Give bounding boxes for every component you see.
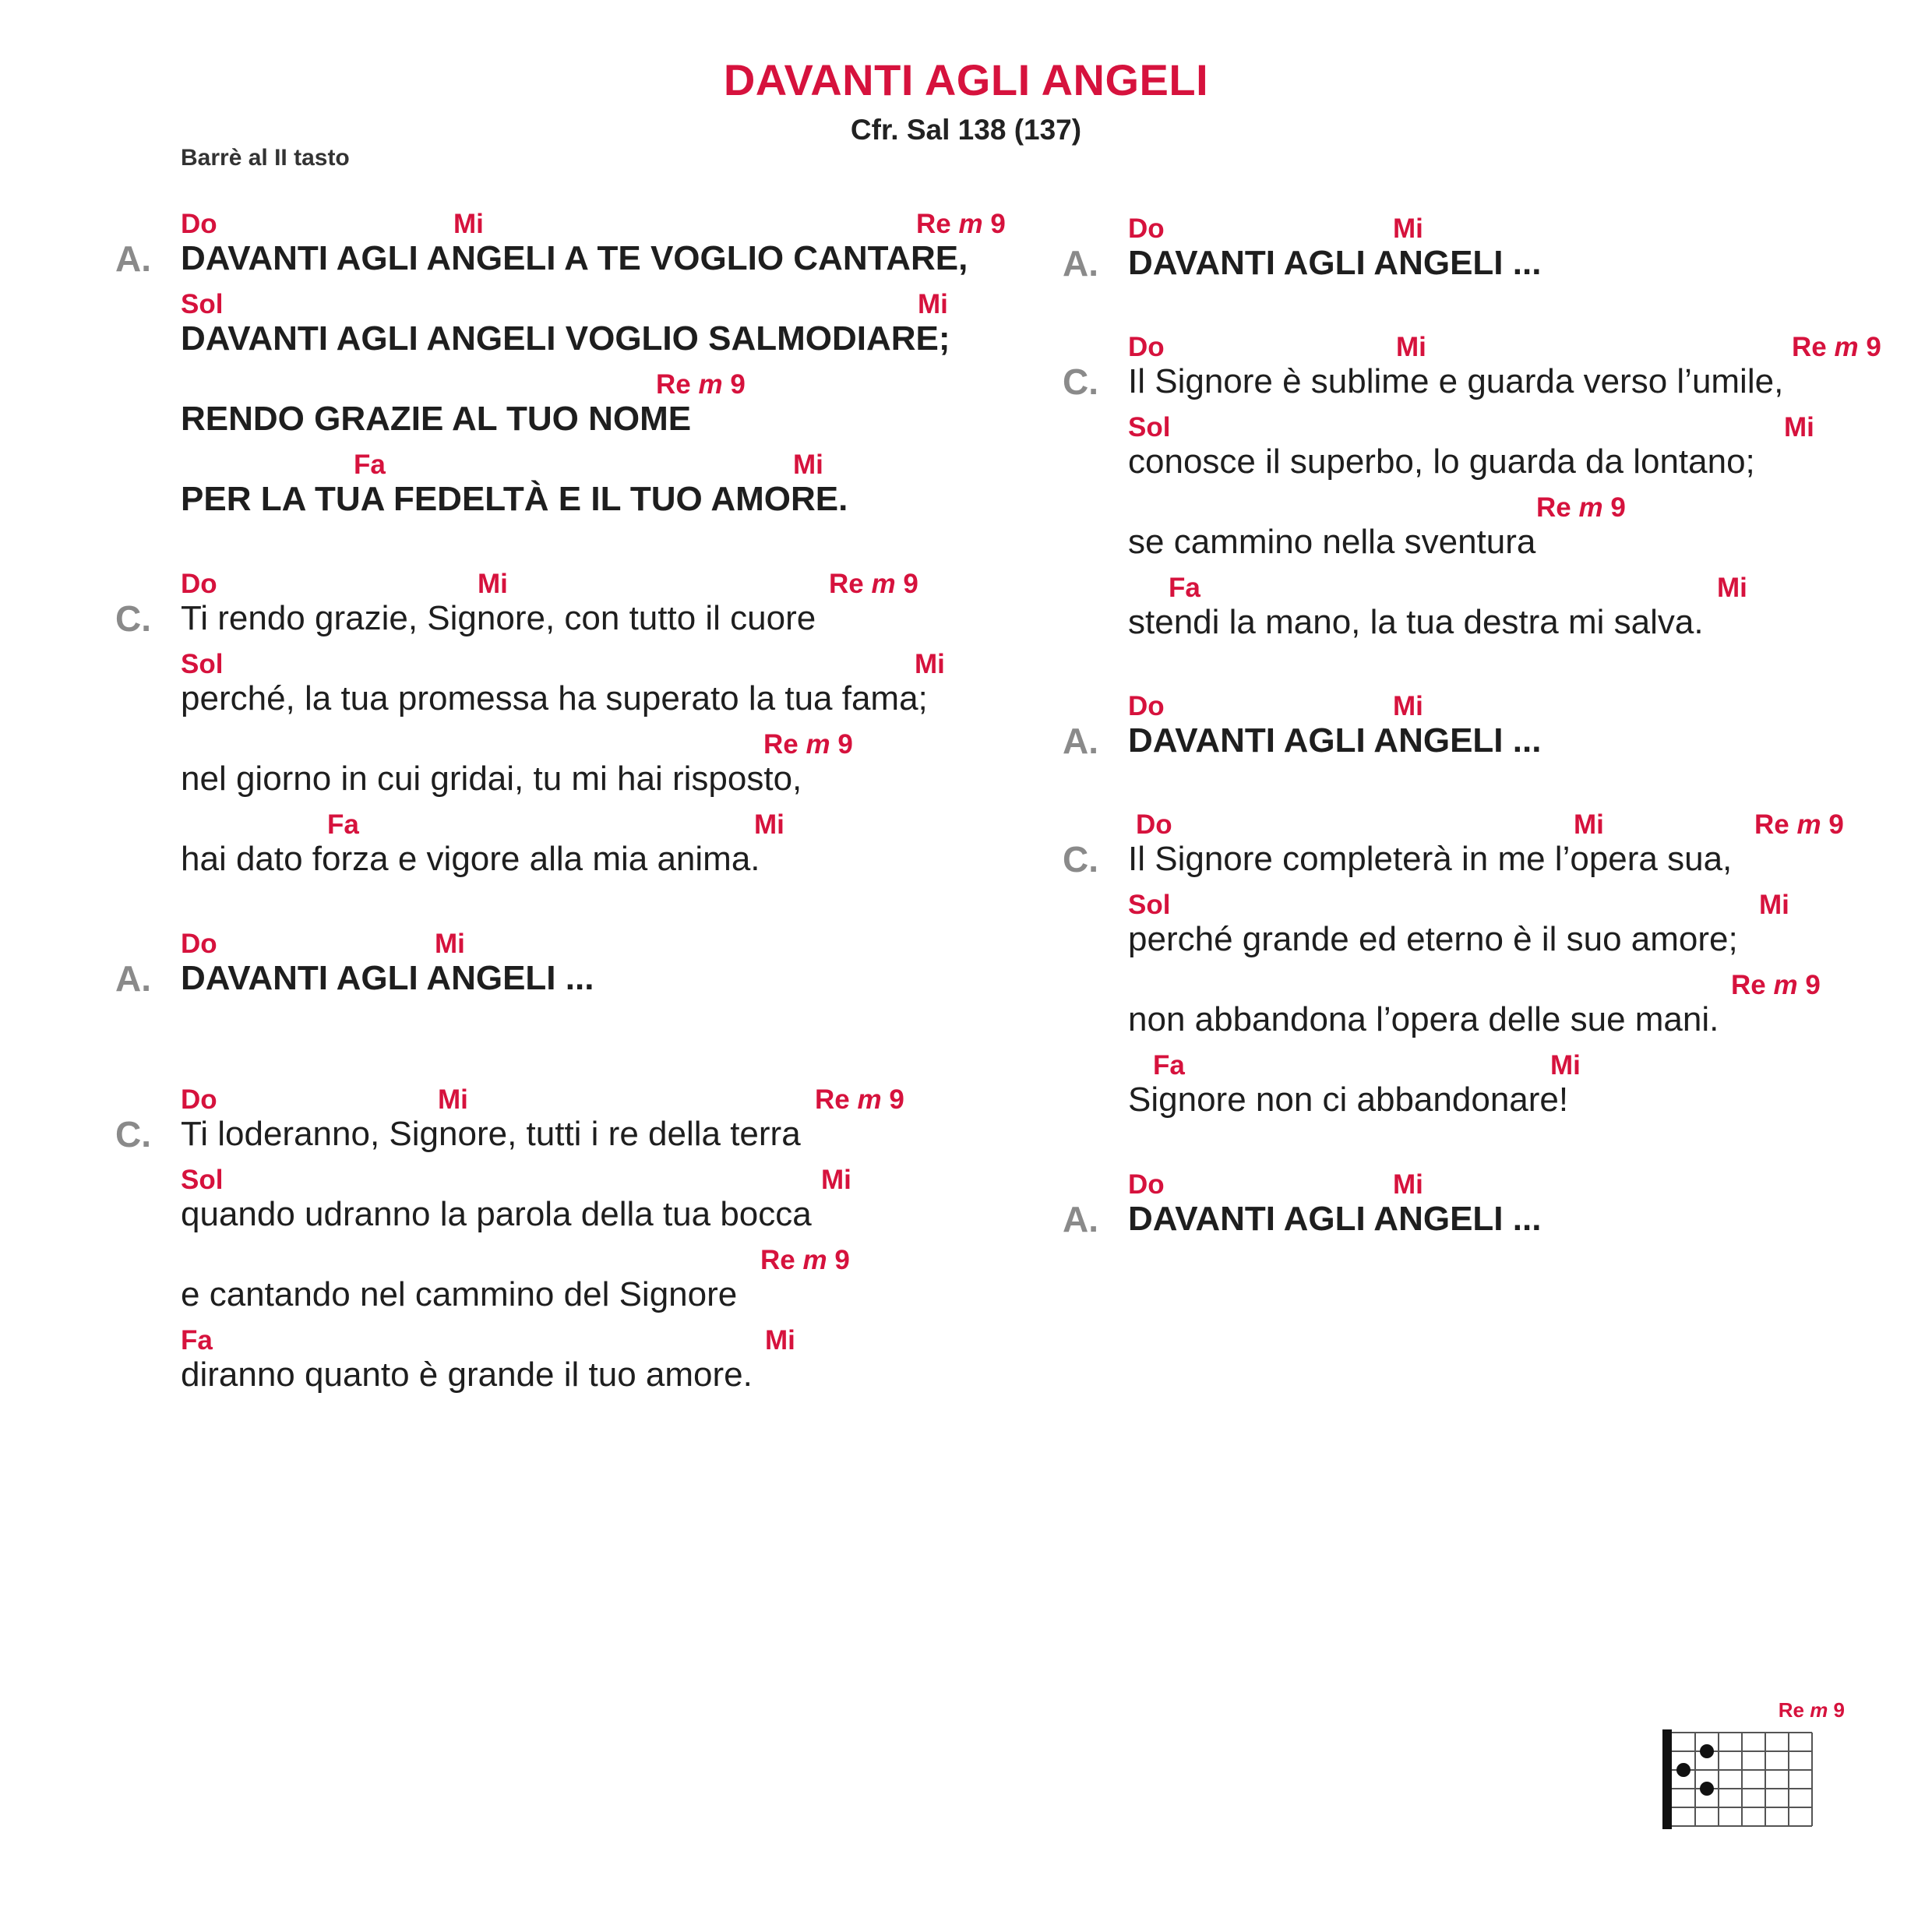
- chord-diagram: [1658, 1698, 1845, 1839]
- lyric-text: Signore non ci abbandonare!: [1128, 1081, 1569, 1119]
- lyric-text: Il Signore completerà in me l’opera sua,: [1128, 840, 1733, 878]
- lyric-text: DAVANTI AGLI ANGELI ...: [1128, 244, 1542, 282]
- chord-root: Fa: [181, 1325, 213, 1356]
- stanza-marker: C.: [1063, 361, 1098, 402]
- chord-root: Mi: [765, 1325, 795, 1356]
- chord-symbol: [916, 209, 1006, 240]
- lyric-text: perché grande ed eterno è il suo amore;: [1128, 920, 1738, 958]
- chord-root: Mi: [1393, 1169, 1423, 1200]
- chord-diagram-root: Re: [1778, 1698, 1804, 1722]
- chord-symbol: [1784, 412, 1814, 443]
- stanza-marker: A.: [115, 958, 151, 999]
- chord-symbol: [1128, 1169, 1165, 1200]
- chord-symbol: [181, 649, 223, 680]
- chord-root: Fa: [327, 809, 359, 840]
- chord-symbol: [815, 1084, 904, 1116]
- fretboard-grid: [1658, 1726, 1845, 1835]
- chord-root: Sol: [1128, 412, 1171, 442]
- chord-root: Mi: [918, 289, 948, 319]
- chord-root: Do: [181, 929, 217, 959]
- chord-root: Mi: [1396, 332, 1426, 362]
- chord-quality: m: [871, 569, 896, 599]
- stanza-marker: A.: [1063, 721, 1098, 761]
- chord-symbol: [453, 209, 484, 240]
- chord-root: Re: [760, 1245, 795, 1275]
- chord-root: Mi: [438, 1084, 468, 1115]
- lyric-text: Ti loderanno, Signore, tutti i re della terra: [181, 1115, 801, 1153]
- chord-root: Re: [1792, 332, 1827, 362]
- chord-root: Mi: [1759, 890, 1789, 920]
- lyric-text: Ti rendo grazie, Signore, con tutto il cuore: [181, 599, 816, 637]
- chord-symbol: [435, 929, 465, 960]
- stanza-marker: A.: [115, 238, 151, 279]
- chord-symbol: [1393, 691, 1423, 722]
- chord-root: Re: [916, 209, 951, 239]
- chord-symbol: [760, 1245, 850, 1276]
- lyric-text: PER LA TUA FEDELTÀ E IL TUO AMORE.: [181, 480, 848, 518]
- chord-root: Do: [1128, 691, 1165, 721]
- chord-root: Mi: [1393, 213, 1423, 244]
- chord-symbol: [181, 1084, 217, 1116]
- chord-symbol: [327, 809, 359, 841]
- chord-quality: m: [802, 1245, 827, 1275]
- finger-dot: [1700, 1782, 1714, 1796]
- chord-root: Mi: [435, 929, 465, 959]
- chord-root: Sol: [181, 289, 224, 319]
- chord-symbol: [1754, 809, 1844, 841]
- lyric-text: se cammino nella sventura: [1128, 523, 1536, 561]
- chord-symbol: [181, 569, 217, 600]
- chord-extension: 9: [881, 1084, 904, 1115]
- chord-root: Mi: [1784, 412, 1814, 442]
- song-subtitle: Cfr. Sal 138 (137): [850, 114, 1082, 146]
- song-title: DAVANTI AGLI ANGELI: [723, 55, 1209, 104]
- lyric-text: RENDO GRAZIE AL TUO NOME: [181, 400, 692, 438]
- chord-extension: 9: [827, 1245, 850, 1275]
- chord-root: Do: [1128, 332, 1165, 362]
- capo-note: Barrè al II tasto: [181, 145, 350, 171]
- stanza-marker: C.: [115, 1114, 151, 1155]
- chord-symbol: [1731, 970, 1821, 1001]
- chord-symbol: [829, 569, 918, 600]
- lyric-text: DAVANTI AGLI ANGELI ...: [181, 959, 594, 997]
- chord-extension: 9: [722, 369, 746, 400]
- chord-root: Do: [181, 1084, 217, 1115]
- chord-root: Do: [181, 569, 217, 599]
- lyric-text: quando udranno la parola della tua bocca: [181, 1195, 812, 1233]
- chord-root: Mi: [478, 569, 508, 599]
- chord-quality: m: [1578, 492, 1603, 523]
- finger-dot: [1676, 1763, 1690, 1777]
- chord-symbol: [1536, 492, 1626, 524]
- lyric-text: nel giorno in cui gridai, tu mi hai risposto,: [181, 760, 802, 798]
- chord-symbol: [1128, 213, 1165, 245]
- chord-symbol: [1128, 691, 1165, 722]
- chord-symbol: [1574, 809, 1604, 841]
- chord-root: Re: [815, 1084, 850, 1115]
- chord-root: Fa: [1169, 573, 1200, 603]
- chord-symbol: [754, 809, 784, 841]
- chord-quality: m: [958, 209, 983, 239]
- chord-symbol: [1717, 573, 1747, 604]
- lyric-text: diranno quanto è grande il tuo amore.: [181, 1356, 753, 1394]
- stanza-marker: C.: [115, 598, 151, 639]
- chord-symbol: [1128, 332, 1165, 363]
- chord-symbol: [354, 450, 386, 481]
- chord-symbol: [1393, 213, 1423, 245]
- chord-root: Mi: [793, 450, 823, 480]
- lyric-text: perché, la tua promessa ha superato la tua fama;: [181, 679, 928, 717]
- chord-symbol: [1153, 1050, 1185, 1081]
- chord-quality: m: [1773, 970, 1798, 1000]
- chord-extension: 9: [982, 209, 1006, 239]
- chord-root: Re: [763, 729, 799, 760]
- chord-root: Mi: [915, 649, 945, 679]
- chord-root: Re: [1731, 970, 1766, 1000]
- chord-symbol: [1792, 332, 1881, 363]
- lyric-text: stendi la mano, la tua destra mi salva.: [1128, 603, 1704, 641]
- lyric-text: conosce il superbo, lo guarda da lontano;: [1128, 442, 1755, 481]
- lyric-text: DAVANTI AGLI ANGELI ...: [1128, 721, 1542, 760]
- chord-root: Sol: [1128, 890, 1171, 920]
- lyric-text: DAVANTI AGLI ANGELI VOGLIO SALMODIARE;: [181, 319, 950, 358]
- lyric-text: e cantando nel cammino del Signore: [181, 1275, 738, 1313]
- chord-symbol: [1136, 809, 1172, 841]
- chord-symbol: [181, 1325, 213, 1356]
- chord-root: Sol: [181, 649, 224, 679]
- lyric-text: hai dato forza e vigore alla mia anima.: [181, 840, 760, 878]
- stanza-marker: A.: [1063, 1199, 1098, 1239]
- chord-root: Re: [829, 569, 864, 599]
- chord-root: Mi: [1550, 1050, 1581, 1081]
- chord-root: Do: [1128, 1169, 1165, 1200]
- chord-root: Fa: [354, 450, 386, 480]
- chord-extension: 9: [1602, 492, 1626, 523]
- chord-root: Do: [1128, 213, 1165, 244]
- chord-root: Mi: [453, 209, 484, 239]
- chord-symbol: [1128, 890, 1170, 921]
- chord-symbol: [763, 729, 853, 760]
- chord-root: Do: [181, 209, 217, 239]
- chord-symbol: [1759, 890, 1789, 921]
- chord-symbol: [181, 209, 217, 240]
- chord-symbol: [821, 1165, 851, 1196]
- chord-symbol: [918, 289, 948, 320]
- chord-root: Mi: [1717, 573, 1747, 603]
- chord-quality: m: [806, 729, 830, 760]
- chord-symbol: [1393, 1169, 1423, 1200]
- chord-symbol: [765, 1325, 795, 1356]
- chord-diagram-quality: m: [1810, 1698, 1828, 1722]
- chord-root: Do: [1136, 809, 1172, 840]
- chord-extension: 9: [1858, 332, 1881, 362]
- chord-symbol: [656, 369, 746, 400]
- chord-extension: 9: [1821, 809, 1844, 840]
- chord-quality: m: [857, 1084, 882, 1115]
- chord-quality: m: [1796, 809, 1821, 840]
- chord-extension: 9: [895, 569, 918, 599]
- chord-symbol: [181, 289, 223, 320]
- chord-root: Mi: [1574, 809, 1604, 840]
- chord-quality: m: [1834, 332, 1859, 362]
- chord-symbol: [793, 450, 823, 481]
- chord-symbol: [1169, 573, 1200, 604]
- chord-root: Mi: [1393, 691, 1423, 721]
- chord-symbol: [915, 649, 945, 680]
- chord-root: Sol: [181, 1165, 224, 1195]
- lyric-text: Il Signore è sublime e guarda verso l’umile,: [1128, 362, 1784, 400]
- finger-dot: [1700, 1744, 1714, 1758]
- chord-root: Re: [1754, 809, 1789, 840]
- chord-symbol: [1128, 412, 1170, 443]
- chord-diagram-ext: 9: [1828, 1698, 1845, 1722]
- chord-symbol: [181, 1165, 223, 1196]
- chord-symbol: [181, 929, 217, 960]
- lyric-text: DAVANTI AGLI ANGELI ...: [1128, 1200, 1542, 1238]
- chord-extension: 9: [830, 729, 853, 760]
- chord-quality: m: [698, 369, 723, 400]
- chord-symbol: [438, 1084, 468, 1116]
- chord-root: Re: [1536, 492, 1571, 523]
- chord-root: Re: [656, 369, 691, 400]
- chord-symbol: [1396, 332, 1426, 363]
- chord-diagram-label: [1779, 1698, 1845, 1722]
- nut-bar: [1662, 1729, 1672, 1829]
- chord-root: Mi: [754, 809, 784, 840]
- lyric-text: non abbandona l’opera delle sue mani.: [1128, 1000, 1719, 1038]
- stanza-marker: C.: [1063, 839, 1098, 880]
- chord-symbol: [478, 569, 508, 600]
- chord-root: Fa: [1153, 1050, 1185, 1081]
- chord-extension: 9: [1797, 970, 1821, 1000]
- lyric-text: DAVANTI AGLI ANGELI A TE VOGLIO CANTARE,: [181, 239, 968, 277]
- stanza-marker: A.: [1063, 243, 1098, 284]
- chord-symbol: [1550, 1050, 1581, 1081]
- chord-root: Mi: [821, 1165, 851, 1195]
